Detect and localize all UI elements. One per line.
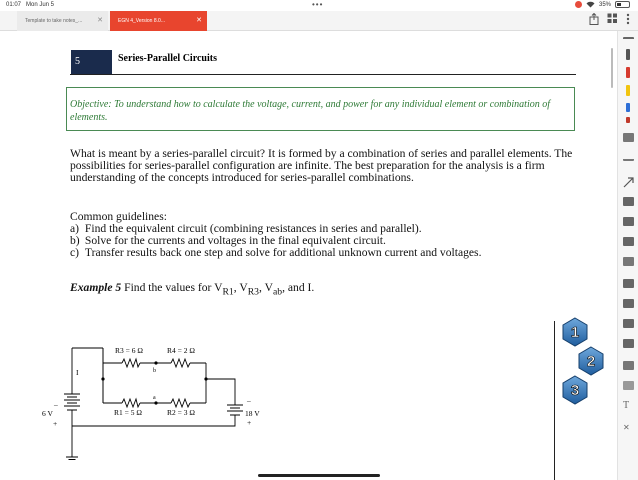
arrow-icon[interactable] (623, 175, 634, 184)
tab-template-notes[interactable] (17, 11, 108, 31)
minus-icon[interactable] (623, 237, 634, 246)
node-left-top (101, 377, 104, 380)
guideline-item (70, 247, 481, 259)
section-divider (70, 74, 576, 75)
grid-icon[interactable] (607, 13, 618, 24)
label-minus-right: – (247, 396, 251, 405)
status-date: Mon Jun 5 (26, 2, 55, 8)
rotate-icon[interactable] (623, 339, 634, 348)
text-icon[interactable]: T (623, 400, 630, 411)
objective-text: Objective: To understand how to calculate the voltage, current, and power for any individual element or combination of elements. (70, 99, 551, 123)
example-sep: , V (258, 281, 273, 294)
add-page-icon[interactable] (623, 197, 634, 206)
label-minus-left: – (54, 400, 58, 409)
hex-badges (560, 317, 610, 412)
tab-egn4-version[interactable] (110, 11, 207, 31)
delete-icon[interactable] (623, 381, 634, 390)
label-plus-left: + (53, 419, 58, 428)
label-current: I (76, 368, 79, 377)
plus-icon[interactable] (623, 217, 634, 226)
tab-bar (0, 11, 638, 31)
badge-3 (563, 376, 587, 404)
wire-right-top (206, 379, 235, 405)
label-source-right: 18 V (245, 409, 260, 418)
wifi-icon (586, 1, 595, 8)
intro-paragraph: What is meant by a series-parallel circuit? It is formed by a combination of series and parallel elements. The possibilities for series-parallel configuration are infinite. The best preparation for the analysis is a firm understanding of the concepts introduced for series-parallel combinations. (70, 147, 573, 184)
label-r1: R1 = 5 Ω (114, 408, 142, 417)
image-icon[interactable] (623, 257, 634, 266)
annotation-toolbar (617, 31, 638, 480)
badge-2 (579, 347, 603, 375)
page-down-icon[interactable] (623, 299, 634, 308)
battery-percent: 35% (598, 1, 611, 8)
swap-icon[interactable] (623, 319, 634, 328)
pencil-icon[interactable] (626, 49, 630, 60)
label-plus-right: + (247, 418, 252, 427)
scrollbar[interactable] (611, 48, 613, 88)
ground-icon (66, 457, 78, 461)
label-node-b: b (153, 368, 156, 374)
label-r3: R3 = 6 Ω (115, 346, 143, 355)
example-tail: , and I. (282, 281, 315, 294)
example-sep: , V (233, 281, 248, 294)
close-icon[interactable]: ✕ (196, 17, 202, 24)
tab-bar-actions (589, 13, 630, 25)
close-toolbar-icon[interactable]: ✕ (623, 423, 630, 432)
close-icon[interactable]: ✕ (97, 17, 103, 24)
badge-1 (563, 318, 587, 346)
document-page (0, 31, 615, 480)
page-divider (554, 321, 555, 480)
status-indicators (575, 1, 630, 8)
tab-label: Template to take notes_... (25, 18, 83, 24)
example-prompt (70, 282, 314, 298)
circuit-diagram (40, 311, 280, 461)
node-right (204, 377, 207, 380)
resistor-r1 (122, 399, 140, 407)
guidelines-list (70, 223, 481, 259)
objective-box (66, 87, 575, 131)
guideline-text: Solve for the currents and voltages in the final equivalent circuit. (84, 233, 386, 247)
guideline-text: Find the equivalent circuit (combining resistances in series and parallel). (84, 222, 422, 235)
section-number: 5 (71, 50, 112, 74)
status-bar (0, 0, 638, 11)
example-sub-r3: R3 (247, 286, 259, 298)
resistor-r2 (171, 399, 190, 407)
highlighter-blue-icon[interactable] (626, 103, 630, 112)
guidelines-title: Common guidelines: (70, 210, 167, 223)
label-r4: R4 = 2 Ω (167, 346, 195, 355)
battery-right (227, 405, 243, 415)
highlighter-yellow-icon[interactable] (626, 85, 630, 96)
svg-text:3: 3 (570, 382, 580, 399)
example-sub-r1: R1 (222, 286, 234, 298)
example-label: Example 5 (70, 281, 122, 294)
resistor-r4 (171, 359, 190, 367)
collapse-icon[interactable] (623, 37, 634, 41)
insert-icon[interactable] (623, 361, 634, 370)
node-b (154, 361, 157, 364)
recording-icon (575, 1, 582, 8)
section-title: Series-Parallel Circuits (118, 53, 217, 64)
label-node-a: a (153, 395, 156, 401)
underline-icon[interactable] (623, 155, 634, 161)
share-icon[interactable] (589, 13, 599, 25)
more-icon[interactable] (626, 13, 630, 25)
guideline-letter: c) (70, 245, 80, 259)
example-sub-ab: ab (272, 286, 283, 298)
eraser-icon[interactable] (626, 117, 630, 123)
tab-label: EGN 4_Version 8.0... (118, 18, 165, 24)
svg-text:2: 2 (586, 353, 596, 370)
wire-bottom (72, 415, 235, 426)
example-text: Find the values for V (124, 281, 223, 294)
comment-icon[interactable] (623, 133, 634, 142)
label-r2: R2 = 3 Ω (167, 408, 195, 417)
guideline-text: Transfer results back one step and solve for additional unknown current and voltages. (84, 245, 482, 259)
resistor-r3 (122, 359, 140, 367)
status-time: 01:07 (6, 2, 22, 8)
home-indicator[interactable] (258, 474, 380, 477)
svg-text:1: 1 (570, 324, 580, 341)
node-a (154, 401, 157, 404)
battery-icon (615, 1, 630, 8)
label-source-left: 6 V (42, 409, 53, 418)
guideline-letter: a) (70, 222, 80, 235)
pen-red-icon[interactable] (626, 67, 630, 78)
battery-left (64, 394, 80, 410)
page-up-icon[interactable] (623, 279, 634, 288)
guideline-letter: b) (70, 233, 80, 247)
multitask-dots-icon[interactable]: ••• (312, 0, 324, 9)
